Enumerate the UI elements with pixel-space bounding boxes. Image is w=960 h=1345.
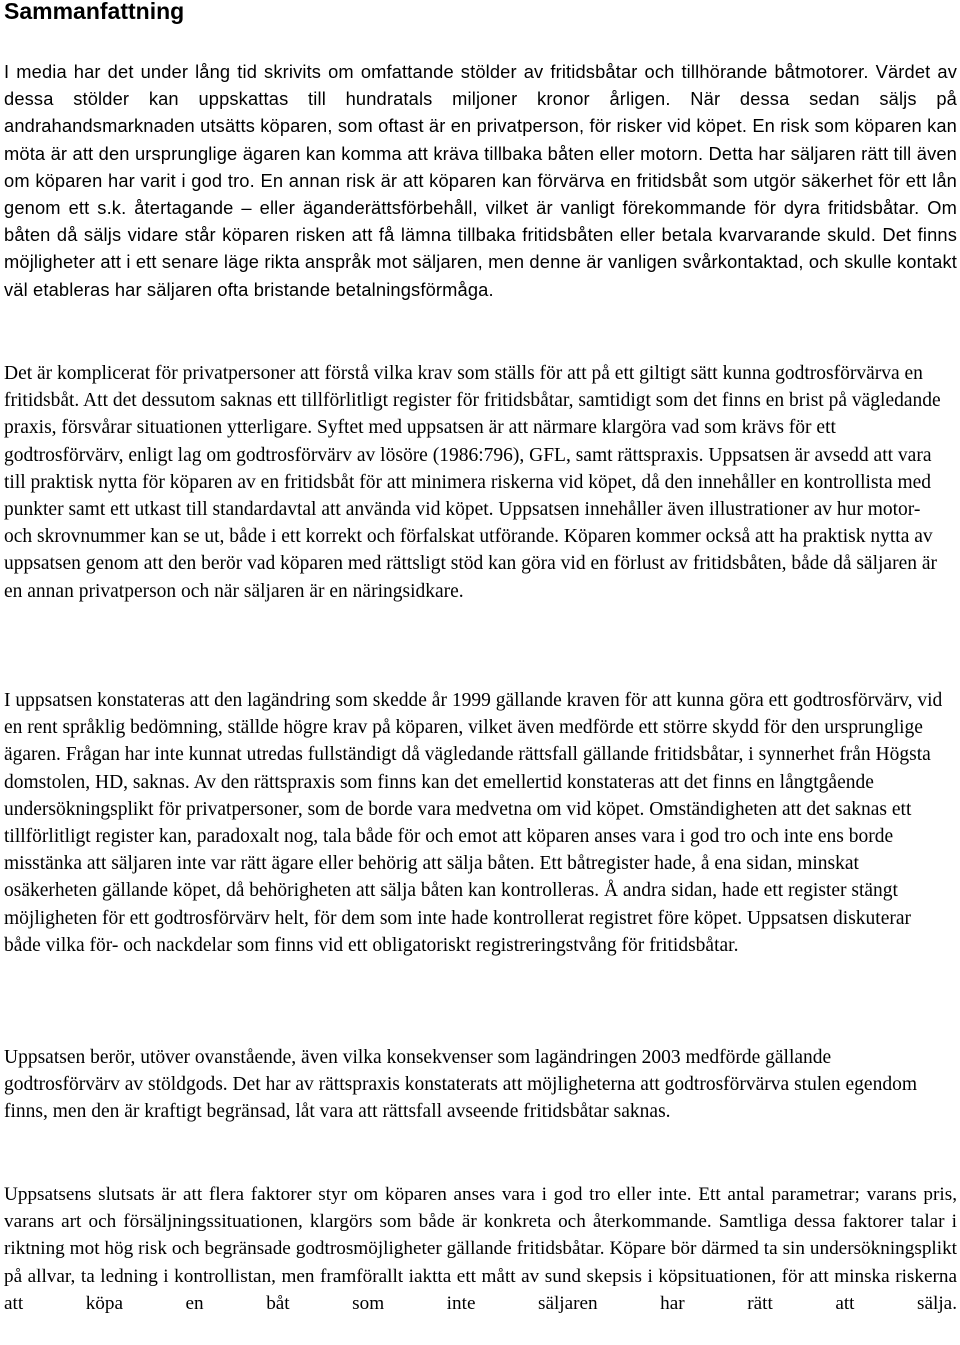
page-title: Sammanfattning bbox=[4, 0, 185, 24]
summary-paragraph-2: Det är komplicerat för privatpersoner att förstå vilka krav som ställs för att på ett giltigt sätt kunna godtrosförvärva en fritidsbåt. Att det dessutom saknas ett tillförlitligt register för fritidsbåtar, samtidigt som det finns en brist på vägledande praxis, försvårar situationen ytterligare. Syftet med uppsatsen är att närmare klargöra vad som krävs för ett godtrosförvärv, enligt lag om godtrosförvärv av lösöre (1986:796), GFL, samt rättspraxis. Uppsatsen är avsedd att vara till praktisk nytta för köparen av en fritidsbåt för att minimera riskerna vid köpet, då den innehåller en kontrollista med punkter samt ett utkast till standardavtal att använda vid köpet. Uppsatsen innehåller även illustrationer av hur motor- och skrovnummer kan se ut, både i ett korrekt och förfalskat utförande. Köparen kommer också att ha praktisk nytta av uppsatsen genom att den berör vad köparen med rättsligt stöd kan göra vid en förlust av fritidsbåten, både då säljaren är en annan privatperson och när säljaren är en näringsidkare. bbox=[4, 363, 941, 602]
summary-paragraph-4: Uppsatsen berör, utöver ovanstående, även vilka konsekvenser som lagändringen 2003 medförde gällande godtrosförvärv av stöldgods. Det har av rättspraxis konstaterats att möjligheterna att godtrosförvärva stulen egendom finns, men den är kraftigt begränsad, låt vara att rättsfall avseende fritidsbåtar saknas. bbox=[4, 1047, 918, 1123]
summary-paragraph-1: I media har det under lång tid skrivits om omfattande stölder av fritidsbåtar och tillhörande båtmotorer. Värdet av dessa stölder kan uppskattas till hundratals miljoner kronor årligen. När dessa sedan säljs på andrahandsmarknaden utsätts köparen, som oftast är en privatperson, för risker vid köpet. En risk som köparen kan möta är att den ursprunglige ägaren kan komma att kräva tillbaka båten eller motorn. Detta har säljaren rätt till även om köparen har varit i god tro. En annan risk är att köparen kan förvärva en fritidsbåt som utgör säkerhet för ett lån genom ett s.k. återtagande – eller äganderättsförbehåll, vilket är vanligt förekommande för dyra fritidsbåtar. Om båten då säljs vidare står köparen risken att få lämna tillbaka fritidsbåten eller betala kvarvarande skuld. Det finns möjligheter att i ett senare läge rikta anspråk mot säljaren, men denne är vanligen svårkontaktad, och skulle kontakt väl etableras har säljaren ofta bristande betalningsförmåga. bbox=[4, 61, 957, 300]
summary-paragraph-3: I uppsatsen konstateras att den lagändring som skedde år 1999 gällande kraven för att kunna göra ett godtrosförvärv, vid en rent språklig bedömning, ställde högre krav på köparen, vilket även medförde ett större skydd för den ursprunglige ägaren. Frågan har inte kunnat utredas fullständigt då vägledande rättsfall gällande fritidsbåtar, i synnerhet från Högsta domstolen, HD, saknas. Av den rättspraxis som finns kan det emellertid konstateras att det finns en långtgående undersökningsplikt för privatpersoner, som de borde vara medvetna om vid köpet. Omständigheten att det saknas ett tillförlitligt register kan, paradoxalt nog, tala både för och emot att köparen anses vara i god tro och inte ens borde misstänka att säljaren inte var rätt ägare eller behörig att sälja båten. Ett båtregister hade, å ena sidan, minskat osäkerheten gällande köpet, då behörigheten att sälja båten kan kontrolleras. Å andra sidan, hade ett register stängt möjligheten för ett godtrosförvärv helt, för dem som inte hade kontrollerat registret före köpet. Uppsatsen diskuterar både vilka för- och nackdelar som finns vid ett obligatoriskt registreringstvång för fritidsbåtar. bbox=[4, 690, 943, 956]
summary-paragraph-5: Uppsatsens slutsats är att flera faktorer styr om köparen anses vara i god tro eller inte. Ett antal parametrar; varans pris, varans art och försäljningssituationen, klargörs som både är konkreta och återkommande. Samtliga dessa faktorer talar i riktning mot hög risk och begränsade godtrosmöjligheter gällande fritidsbåtar. Köpare bör därmed ta sin undersökningsplikt på allvar, ta ledning i kontrollistan, men framförallt iaktta ett mått av sund skepsis i köpsituationen, för att minska riskerna att köpa en båt som inte säljaren har rätt att sälja. bbox=[4, 1184, 957, 1314]
